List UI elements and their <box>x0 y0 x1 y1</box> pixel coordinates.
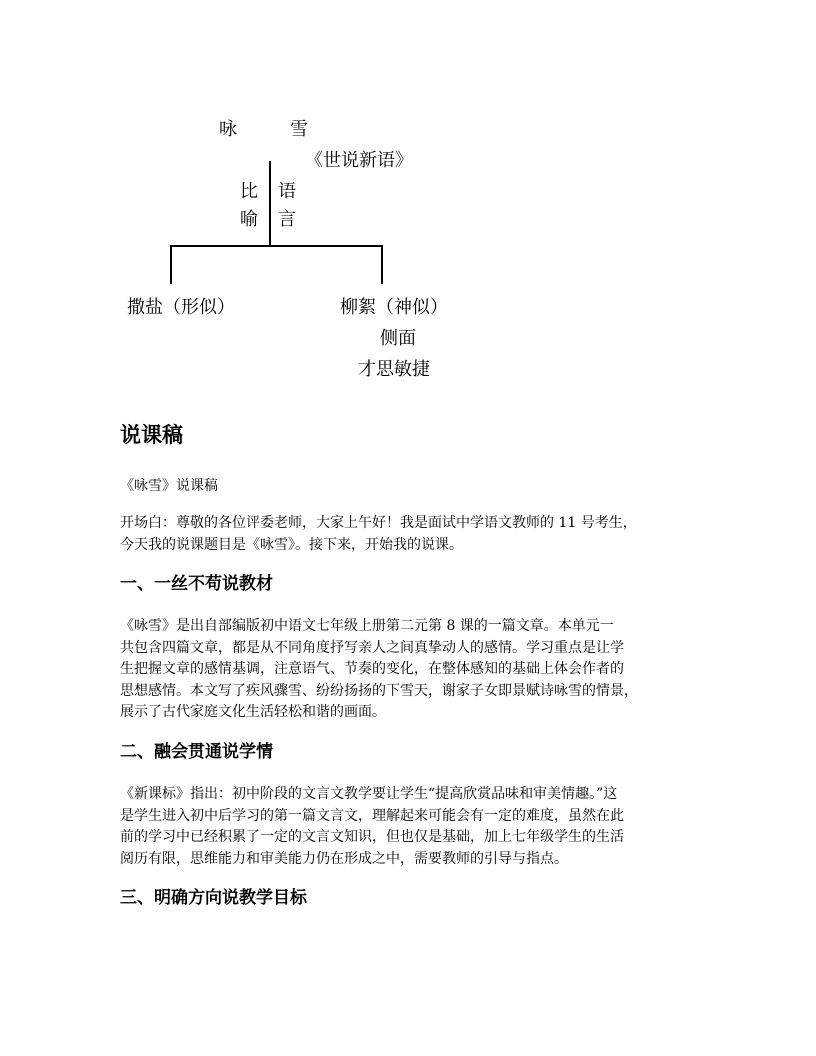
section-3-heading: 三、明确方向说教学目标 <box>120 888 307 908</box>
document-subtitle: 《咏雪》说课稿 <box>120 478 218 494</box>
diagram-right-drop-line <box>381 245 383 284</box>
diagram-leaf-right-sub-1: 侧面 <box>380 328 416 349</box>
diagram-cross-line <box>170 245 383 247</box>
section-2-line: 阅历有限，思维能力和审美能力仍在形成之中，需要教师的引导与指点。 <box>120 850 568 867</box>
diagram-title-char-1: 咏 <box>219 119 237 140</box>
section-1-line: 《咏雪》是出自部编版初中语文七年级上册第二元第 8 课的一篇文章。本单元一 <box>120 618 614 634</box>
section-2-heading: 二、融会贯通说学情 <box>120 742 273 762</box>
intro-paragraph <box>120 513 698 556</box>
section-2-line: 前的学习中已经积累了一定的文言文知识，但也仅是基础，加上七年级学生的生活 <box>120 829 624 845</box>
diagram-title-char-2: 雪 <box>290 119 308 140</box>
section-1-heading: 一、一丝不苟说教材 <box>120 574 273 594</box>
diagram-trunk-line <box>269 161 271 246</box>
board-diagram <box>0 0 816 400</box>
diagram-right-branch-1: 语 <box>278 181 296 202</box>
intro-line: 今天我的说课题目是《咏雪》。接下来，开始我的说课。 <box>120 536 463 553</box>
diagram-leaf-right: 柳絮（神似） <box>340 297 448 318</box>
section-1-line: 思想感情。本文写了疾风骤雪、纷纷扬扬的下雪天，谢家子女即景赋诗咏雪的情景， <box>120 682 638 699</box>
intro-line: 开场白：尊敬的各位评委老师，大家上午好！我是面试中学语文教师的 11 号考生， <box>120 515 637 531</box>
section-2-line: 是学生进入初中后学习的第一篇文言文，理解起来可能会有一定的难度，虽然在此 <box>120 807 624 824</box>
section-1-paragraph <box>120 616 698 724</box>
section-2-line: 《新课标》指出：初中阶段的文言文教学要让学生“提高欣赏品味和审美情趣。”这 <box>120 786 618 802</box>
section-1-line: 生把握文章的感情基调，注意语气、节奏的变化，在整体感知的基础上体会作者的 <box>120 661 624 677</box>
diagram-left-branch-1: 比 <box>240 181 258 202</box>
section-1-line: 展示了古代家庭文化生活轻松和谐的画面。 <box>120 704 386 720</box>
page-title: 说课稿 <box>120 423 183 447</box>
diagram-leaf-right-sub-2: 才思敏捷 <box>358 359 430 380</box>
diagram-right-branch-2: 言 <box>278 209 296 230</box>
diagram-source: 《世说新语》 <box>305 150 413 171</box>
diagram-left-drop-line <box>170 245 172 284</box>
diagram-left-branch-2: 喻 <box>240 209 258 230</box>
section-2-paragraph <box>120 784 698 870</box>
diagram-leaf-left: 撒盐（形似） <box>127 297 235 318</box>
section-1-line: 共包含四篇文章，都是从不同角度抒写亲人之间真挚动人的感情。学习重点是让学 <box>120 639 624 656</box>
